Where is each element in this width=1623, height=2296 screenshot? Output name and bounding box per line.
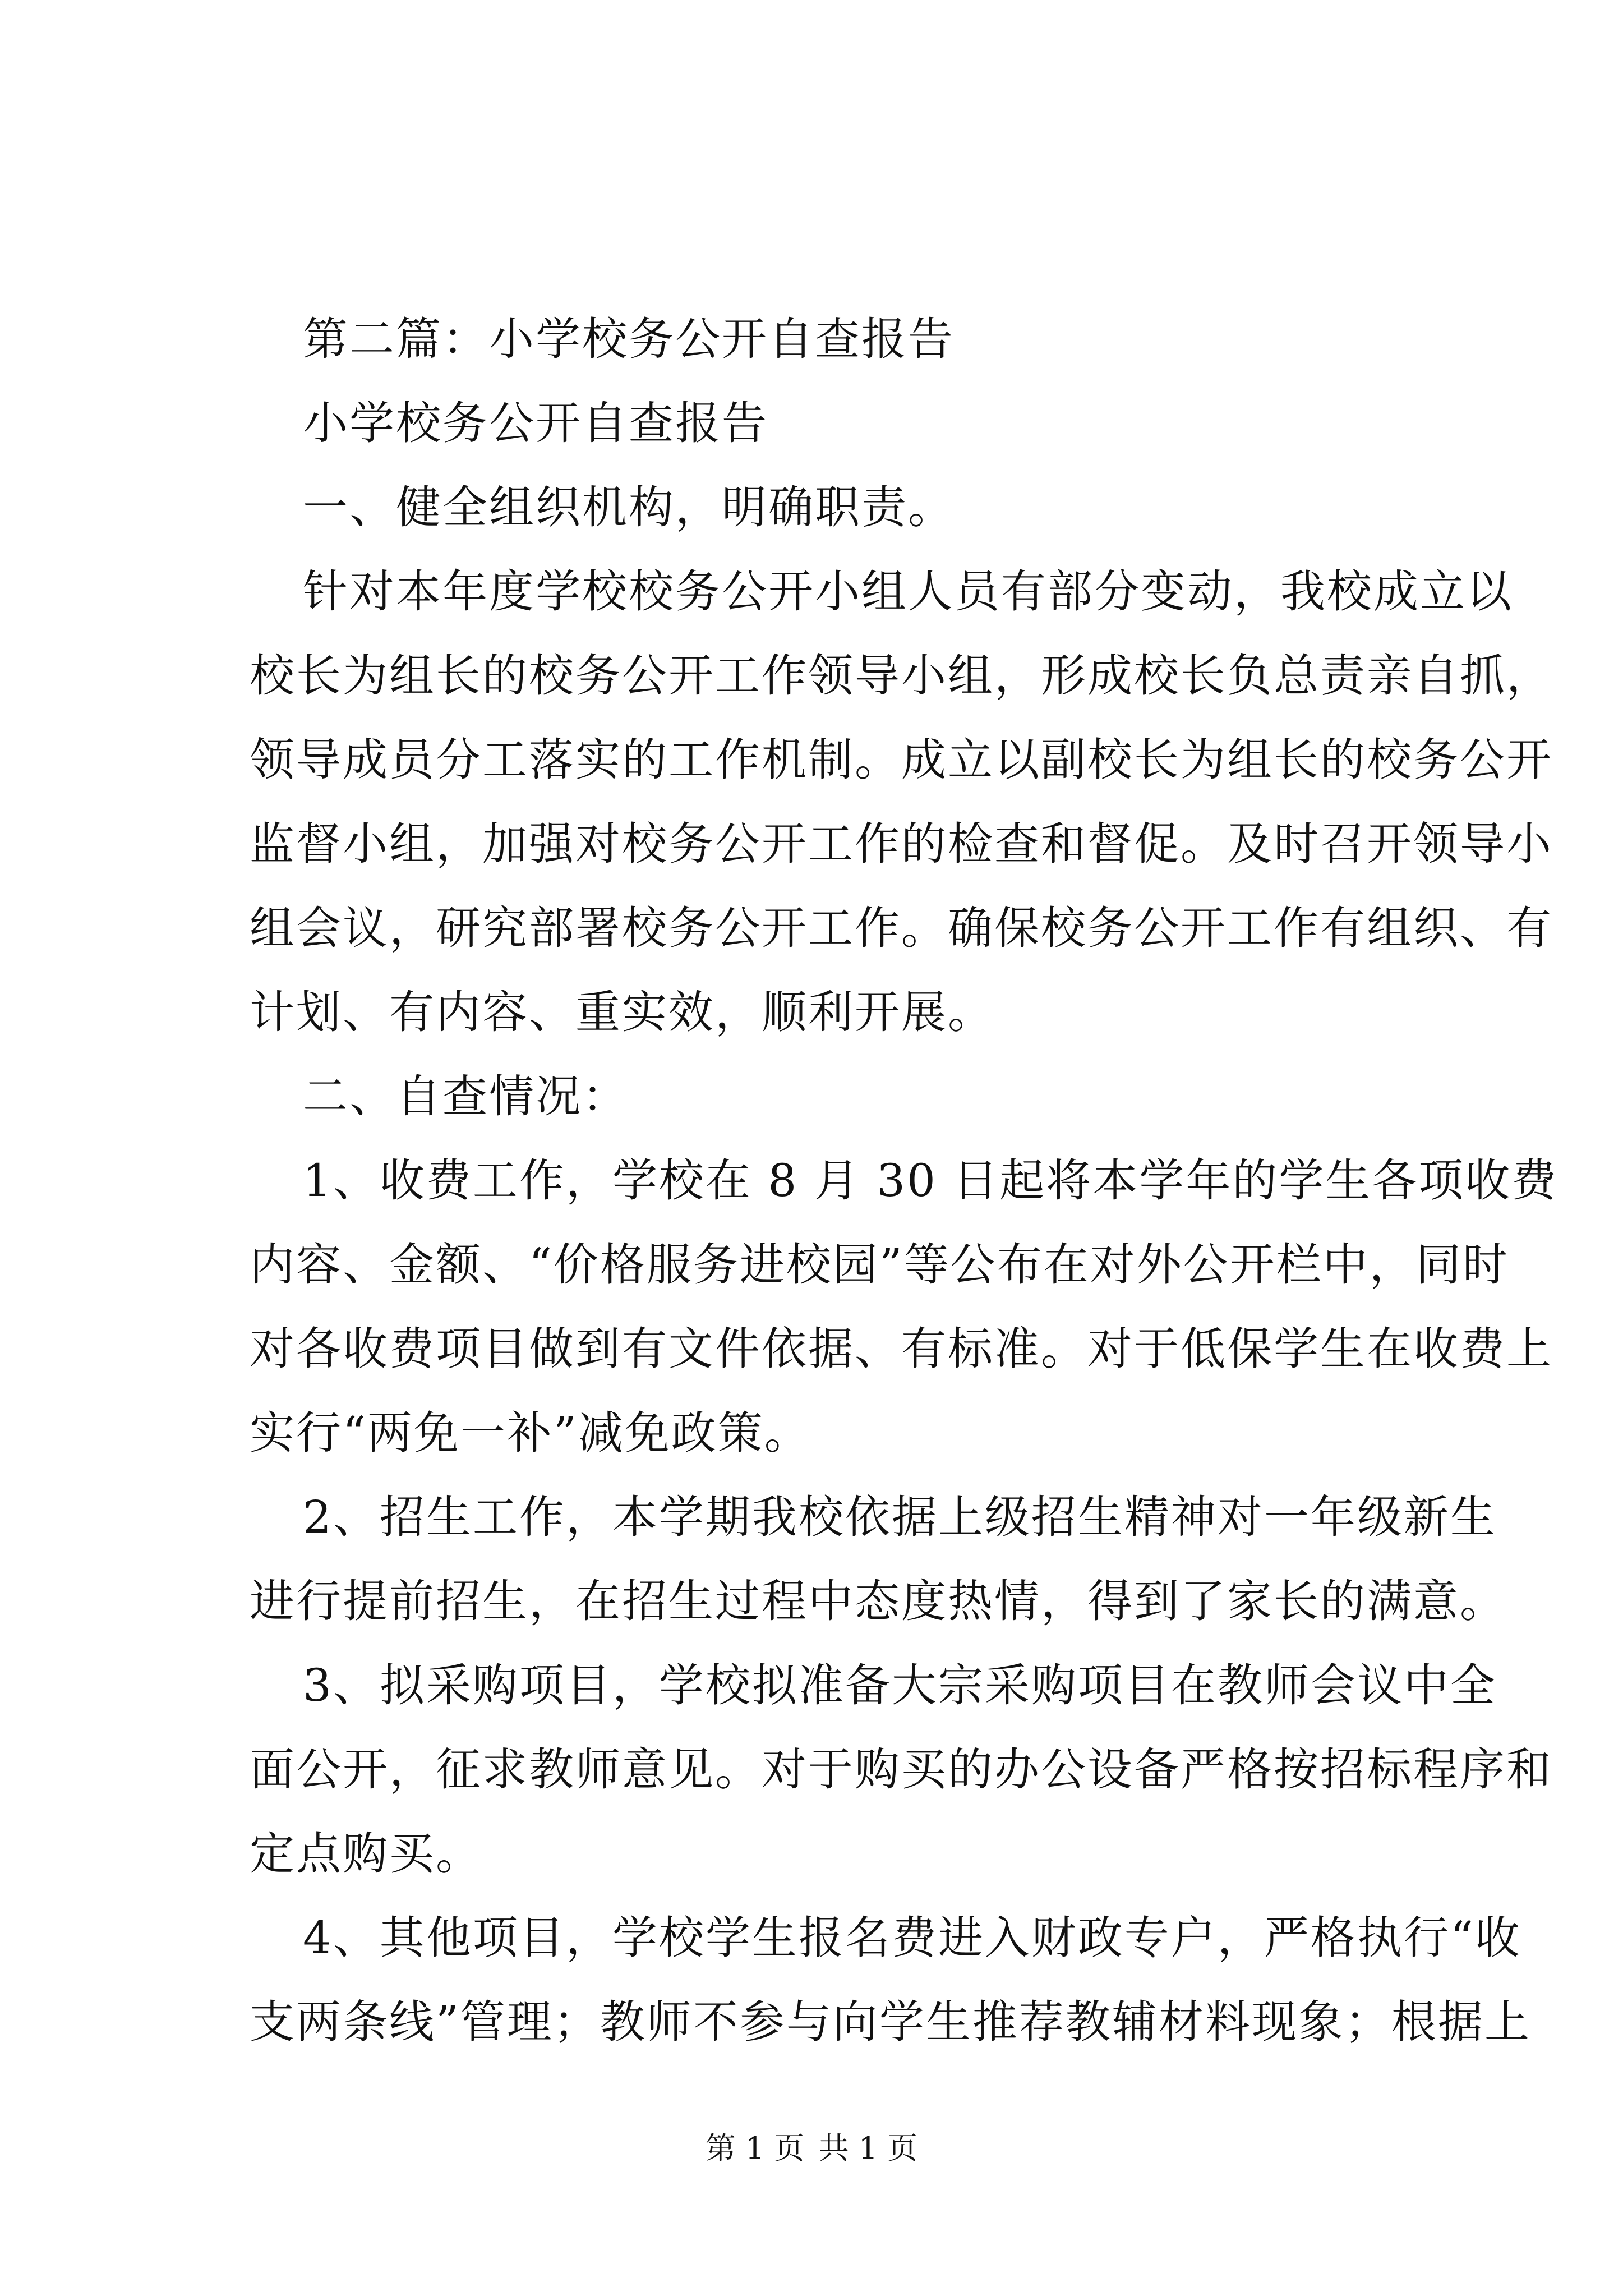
paragraph-line: 1、收费工作，学校在 8 月 30 日起将本学年的学生各项收费: [303, 1154, 1559, 1207]
paragraph-line: 针对本年度学校校务公开小组人员有部分变动，我校成立以: [303, 565, 1513, 618]
paragraph-line: 2、招生工作，本学期我校依据上级招生精神对一年级新生: [303, 1491, 1497, 1543]
report-title: 小学校务公开自查报告: [303, 397, 768, 449]
paragraph-line: 计划、有内容、重实效，顺利开展。: [250, 986, 994, 1038]
paragraph-line: 4、其他项目，学校学生报名费进入财政专户，严格执行“收: [303, 1912, 1521, 1964]
paragraph-line: 面公开，征求教师意见。对于购买的办公设备严格按招标程序和: [250, 1743, 1553, 1796]
paragraph-line: 支两条线”管理；教师不参与向学生推荐教辅材料现象；根据上: [250, 1996, 1531, 2048]
paragraph-line: 实行“两免一补”减免政策。: [250, 1407, 811, 1459]
paragraph-line: 组会议，研究部署校务公开工作。确保校务公开工作有组织、有: [250, 902, 1553, 954]
paragraph-line: 监督小组，加强对校务公开工作的检查和督促。及时召开领导小: [250, 818, 1553, 870]
page-total: 共 1 页: [818, 2131, 918, 2166]
chapter-title: 第二篇：小学校务公开自查报告: [303, 313, 955, 365]
paragraph-line: 进行提前招生，在招生过程中态度热情，得到了家长的满意。: [250, 1575, 1506, 1627]
paragraph-line: 对各收费项目做到有文件依据、有标准。对于低保学生在收费上: [250, 1323, 1553, 1375]
paragraph-line: 校长为组长的校务公开工作领导小组，形成校长负总责亲自抓，: [250, 650, 1553, 702]
paragraph-line: 3、拟采购项目，学校拟准备大宗采购项目在教师会议中全: [303, 1659, 1497, 1711]
document-body: [250, 297, 1559, 2064]
paragraph-line: 定点购买。: [250, 1828, 482, 1880]
section-heading-2: 二、自查情况：: [303, 1070, 629, 1122]
paragraph-line: 内容、金额、“价格服务进校园”等公布在对外公开栏中，同时: [250, 1239, 1509, 1291]
paragraph-line: 领导成员分工落实的工作机制。成立以副校长为组长的校务公开: [250, 734, 1553, 786]
page-number: 第 1 页: [705, 2131, 805, 2166]
page-footer: [0, 2129, 1623, 2168]
section-heading-1: 一、健全组织机构，明确职责。: [303, 481, 955, 533]
